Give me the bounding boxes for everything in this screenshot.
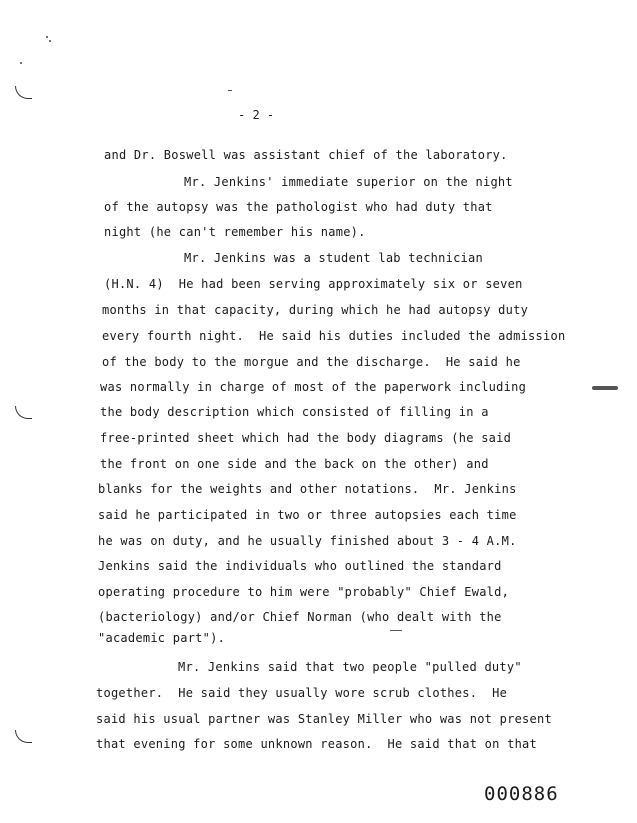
text-line: every fourth night. He said his duties included the admission xyxy=(102,329,566,343)
text-line: of the body to the morgue and the discharge. He said he xyxy=(102,355,521,369)
text-line: blanks for the weights and other notations. Mr. Jenkins xyxy=(98,482,517,496)
document-number: 000886 xyxy=(484,783,559,805)
text-line: together. He said they usually wore scrub clothes. He xyxy=(96,686,508,700)
text-line: was normally in charge of most of the paperwork including xyxy=(100,380,527,394)
text-line: he was on duty, and he usually finished about 3 - 4 A.M. xyxy=(98,534,517,548)
text-line: (H.N. 4) He had been serving approximately six or seven xyxy=(104,277,523,291)
text-line: operating procedure to him were "probably" Chief Ewald, xyxy=(98,585,510,599)
text-line: the front on one side and the back on the other) and xyxy=(100,457,489,471)
text-line: "academic part"). xyxy=(98,631,226,645)
page-number: - 2 - xyxy=(238,108,275,122)
scan-speck xyxy=(49,40,51,42)
text-line: of the autopsy was the pathologist who had duty that xyxy=(104,200,493,214)
scan-smudge xyxy=(592,386,618,390)
text-line: Mr. Jenkins was a student lab technician xyxy=(184,251,483,265)
text-line: the body description which consisted of filling in a xyxy=(100,405,489,419)
text-line: Mr. Jenkins said that two people "pulled duty" xyxy=(178,660,522,674)
text-line: Jenkins said the individuals who outlined the standard xyxy=(98,559,502,573)
text-line: that evening for some unknown reason. He said that on that xyxy=(96,737,538,751)
scan-speck xyxy=(46,36,48,38)
scan-smudge xyxy=(390,630,402,631)
text-line: (bacteriology) and/or Chief Norman (who dealt with the xyxy=(98,610,502,624)
text-line: Mr. Jenkins' immediate superior on the night xyxy=(184,175,513,189)
binder-hole-mark xyxy=(15,86,32,99)
binder-hole-mark xyxy=(15,730,32,743)
scan-smudge xyxy=(228,90,232,91)
text-line: free-printed sheet which had the body diagrams (he said xyxy=(100,431,512,445)
text-line: said he participated in two or three autopsies each time xyxy=(98,508,517,522)
text-line: and Dr. Boswell was assistant chief of the laboratory. xyxy=(104,148,508,162)
binder-hole-mark xyxy=(15,406,32,419)
text-line: months in that capacity, during which he had autopsy duty xyxy=(102,303,529,317)
text-line: night (he can't remember his name). xyxy=(104,225,366,239)
scan-speck xyxy=(20,62,22,64)
text-line: said his usual partner was Stanley Miller who was not present xyxy=(96,712,552,726)
